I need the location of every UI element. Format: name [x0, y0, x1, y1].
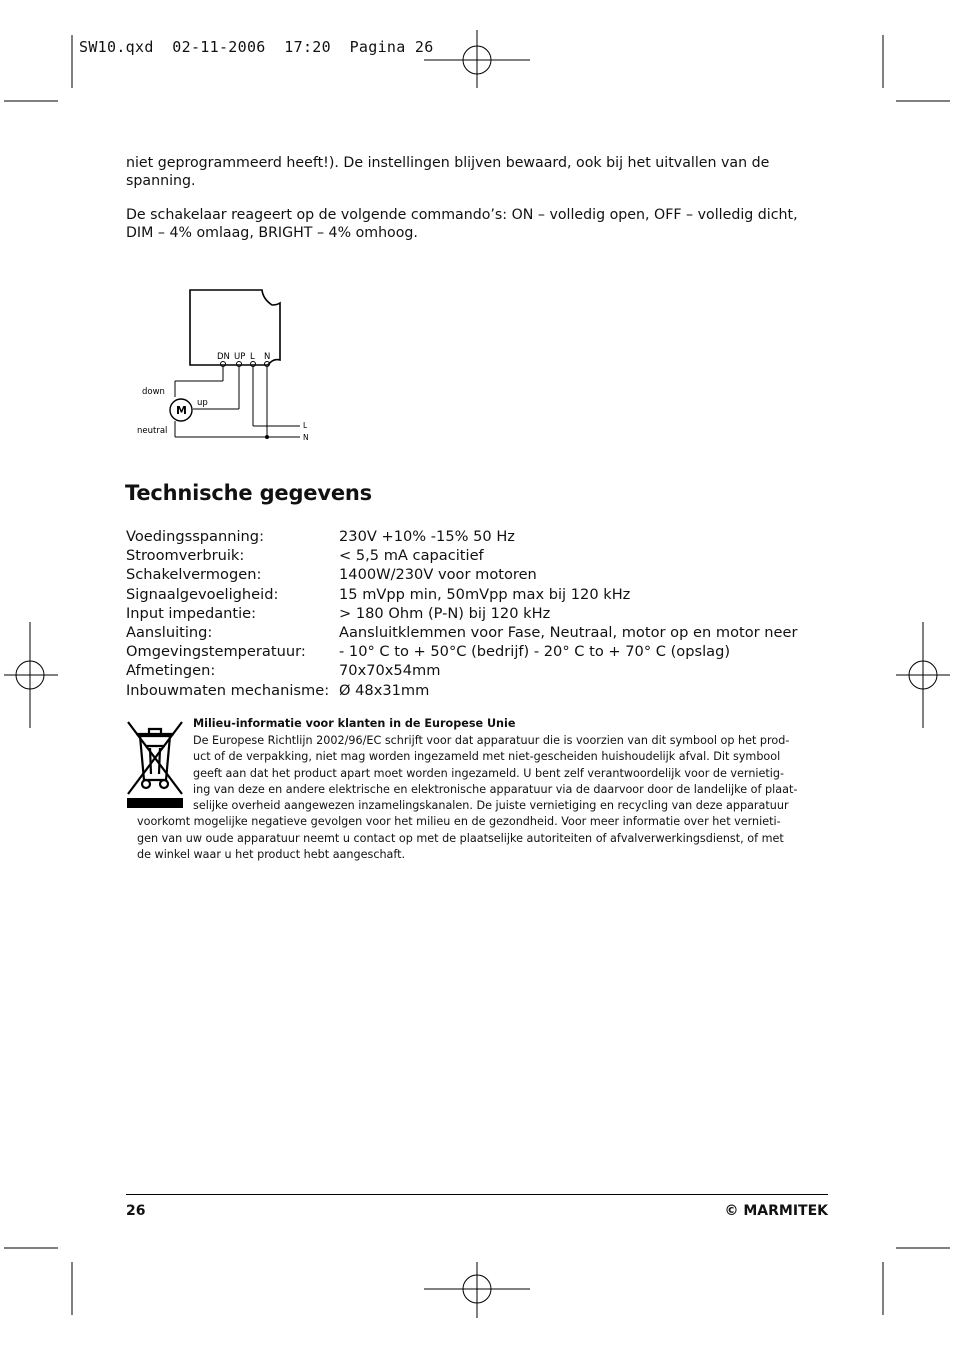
spec-value: - 10° C to + 50°C (bedrijf) - 20° C to + 70° C (opslag): [339, 643, 731, 661]
registration-mark-top: [424, 30, 530, 88]
registration-mark-bottom: [424, 1262, 530, 1318]
spec-value: 70x70x54mm: [339, 662, 441, 680]
spec-label: Inbouwmaten mechanisme:: [126, 681, 330, 699]
spec-label: Afmetingen:: [126, 662, 216, 680]
environment-info-body: [137, 733, 827, 863]
wiring-diagram: [135, 285, 335, 445]
paragraph-settings: niet geprogrammeerd heeft!). De instellingen blijven bewaard, ook bij het uitvallen van de spanning.: [126, 155, 770, 189]
spec-row: [126, 642, 798, 661]
spec-row: [126, 604, 798, 623]
environment-info-title: Milieu-informatie voor klanten in de Europese Unie: [193, 717, 516, 730]
spec-row: [126, 565, 798, 584]
spec-value: Aansluitklemmen voor Fase, Neutraal, motor op en motor neer: [339, 624, 798, 642]
footer-brand: © MARMITEK: [724, 1203, 828, 1219]
spec-label: Voedingsspanning:: [126, 528, 264, 545]
footer-divider: [126, 1194, 828, 1195]
paragraph-commands: De schakelaar reageert op de volgende commando’s: ON – volledig open, OFF – volledig dicht, DIM – 4% omlaag, BRIGHT – 4% omhoog.: [126, 207, 798, 241]
terminal-n-label: N: [264, 352, 271, 362]
spec-row: [126, 527, 798, 546]
env-line: De Europese Richtlijn 2002/96/EC schrijft voor dat apparatuur die is voorzien van dit symbool op het prod-: [193, 734, 790, 747]
env-line: geeft aan dat het product apart moet worden ingezameld. U bent zelf verantwoordelijk voor de vernietig-: [193, 766, 785, 780]
spec-row: [126, 681, 798, 700]
spec-label: Schakelvermogen:: [126, 566, 262, 584]
down-label: down: [142, 387, 165, 397]
env-line: gen van uw oude apparatuur neemt u contact op met de plaatselijke autoriteiten of afvalverwerkingsdienst, of met: [137, 831, 784, 845]
terminal-dn-label: DN: [217, 352, 230, 362]
spec-label: Stroomverbruik:: [126, 547, 245, 565]
spec-value: 15 mVpp min, 50mVpp max bij 120 kHz: [339, 585, 631, 603]
spec-label: Aansluiting:: [126, 624, 213, 642]
spec-row: [126, 546, 798, 565]
spec-value: < 5,5 mA capacitief: [339, 547, 484, 565]
line-l-label: L: [303, 421, 308, 430]
terminal-up-label: UP: [234, 352, 246, 362]
spec-value: 230V +10% -15% 50 Hz: [339, 528, 515, 545]
spec-table: [126, 527, 798, 700]
spec-row: [126, 585, 798, 604]
env-line: voorkomt mogelijke negatieve gevolgen voor het milieu en de gezondheid. Voor meer informatie over het vernieti-: [137, 815, 781, 829]
registration-mark-left: [4, 622, 58, 728]
spec-label: Signaalgevoeligheid:: [126, 585, 279, 603]
spec-value: > 180 Ohm (P-N) bij 120 kHz: [339, 604, 551, 622]
up-label: up: [197, 398, 208, 408]
env-line: selijke overheid aangewezen inzamelingskanalen. De juiste vernietiging en recycling van deze apparatuur: [193, 799, 789, 813]
env-line: de winkel waar u het product hebt aangeschaft.: [137, 848, 406, 862]
env-line: ing van deze en andere elektrische en elektronische apparatuur via de daarvoor door de landelijke of plaat-: [193, 782, 798, 796]
section-heading: Technische gegevens: [125, 481, 372, 505]
spec-label: Omgevingstemperatuur:: [126, 643, 306, 661]
env-line: uct of de verpakking, niet mag worden ingezameld met niet-gescheiden huishoudelijk afval. Dit symbool: [193, 750, 781, 764]
terminal-l-label: L: [250, 352, 255, 362]
spec-row: [126, 661, 798, 680]
spec-label: Input impedantie:: [126, 604, 257, 622]
spec-value: Ø 48x31mm: [339, 681, 430, 699]
file-slug: SW10.qxd 02-11-2006 17:20 Pagina 26: [79, 38, 434, 56]
spec-row: [126, 623, 798, 642]
spec-value: 1400W/230V voor motoren: [339, 566, 537, 584]
registration-mark-right: [896, 622, 950, 728]
page-number: 26: [126, 1203, 146, 1219]
neutral-label: neutral: [137, 426, 168, 436]
line-n-label: N: [303, 433, 309, 442]
motor-label: M: [176, 404, 187, 417]
